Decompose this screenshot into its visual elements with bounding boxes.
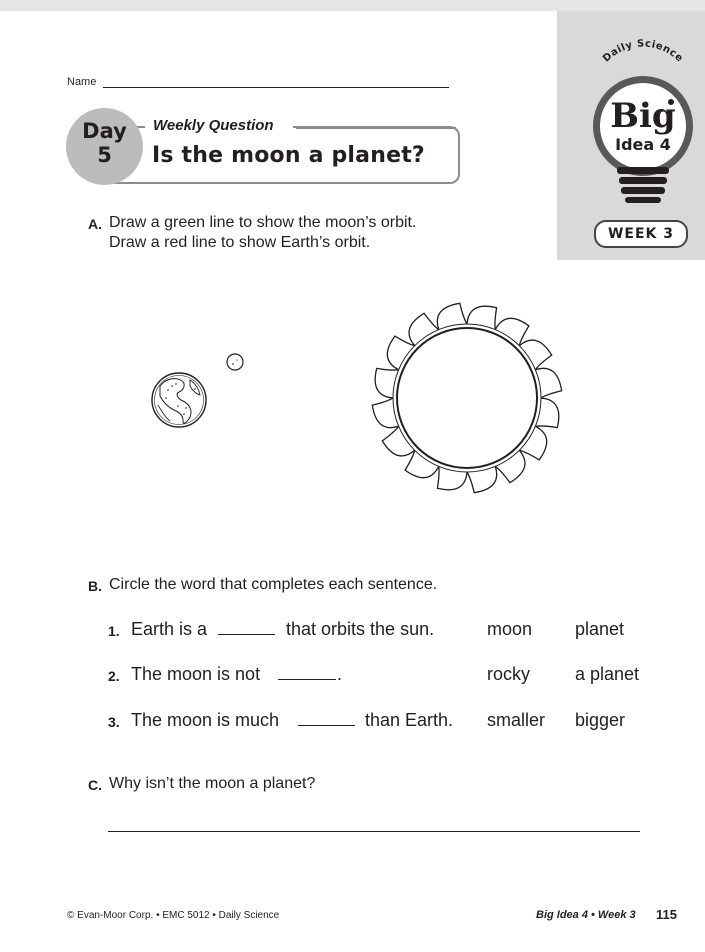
section-a-line2: Draw a red line to show Earth’s orbit. xyxy=(109,234,371,251)
item-number: 2. xyxy=(108,668,120,684)
section-c-question: Why isn’t the moon a planet? xyxy=(109,775,316,792)
choice-word[interactable]: smaller xyxy=(487,710,546,730)
section-a-letter: A. xyxy=(88,216,102,232)
answer-blank[interactable] xyxy=(278,679,336,680)
big-text: Big xyxy=(610,96,676,136)
item-number: 1. xyxy=(108,623,120,639)
choice-word[interactable]: bigger xyxy=(575,710,626,730)
earth-icon xyxy=(152,373,206,427)
item-text-after: that orbits the sun. xyxy=(286,619,435,639)
idea-text: Idea 4 xyxy=(615,135,671,154)
item-text-before: The moon is much xyxy=(131,710,280,730)
footer-series: Big Idea 4 • Week 3 xyxy=(536,909,636,921)
day-number: 5 xyxy=(97,143,112,167)
item-text-before: Earth is a xyxy=(131,619,208,639)
weekly-question: Is the moon a planet? xyxy=(152,143,425,168)
series-label: Daily Science xyxy=(601,38,686,65)
section-b-instruction: Circle the word that completes each sentence. xyxy=(109,576,438,593)
page-number: 115 xyxy=(656,907,677,922)
answer-blank[interactable] xyxy=(218,634,275,635)
footer-copyright: © Evan-Moor Corp. • EMC 5012 • Daily Science xyxy=(67,910,280,921)
item-number: 3. xyxy=(108,714,120,730)
item-text-after: than Earth. xyxy=(365,710,454,730)
moon-icon xyxy=(227,354,243,370)
choice-word[interactable]: planet xyxy=(575,619,625,639)
item-text-after: . xyxy=(337,664,343,684)
answer-line[interactable] xyxy=(108,831,640,832)
sun-icon xyxy=(372,303,561,492)
section-c-letter: C. xyxy=(88,777,102,793)
section-b-letter: B. xyxy=(88,578,102,594)
answer-blank[interactable] xyxy=(298,725,355,726)
choice-word[interactable]: a planet xyxy=(575,664,640,684)
week-badge: WEEK 3 xyxy=(594,220,688,248)
choice-word[interactable]: moon xyxy=(487,619,533,639)
day-word: Day xyxy=(82,119,127,143)
item-text-before: The moon is not xyxy=(131,664,261,684)
name-label: Name xyxy=(67,76,97,88)
choice-word[interactable]: rocky xyxy=(487,664,531,684)
weekly-question-label: Weekly Question xyxy=(153,117,274,134)
section-a-line1: Draw a green line to show the moon’s orbit. xyxy=(109,214,417,231)
